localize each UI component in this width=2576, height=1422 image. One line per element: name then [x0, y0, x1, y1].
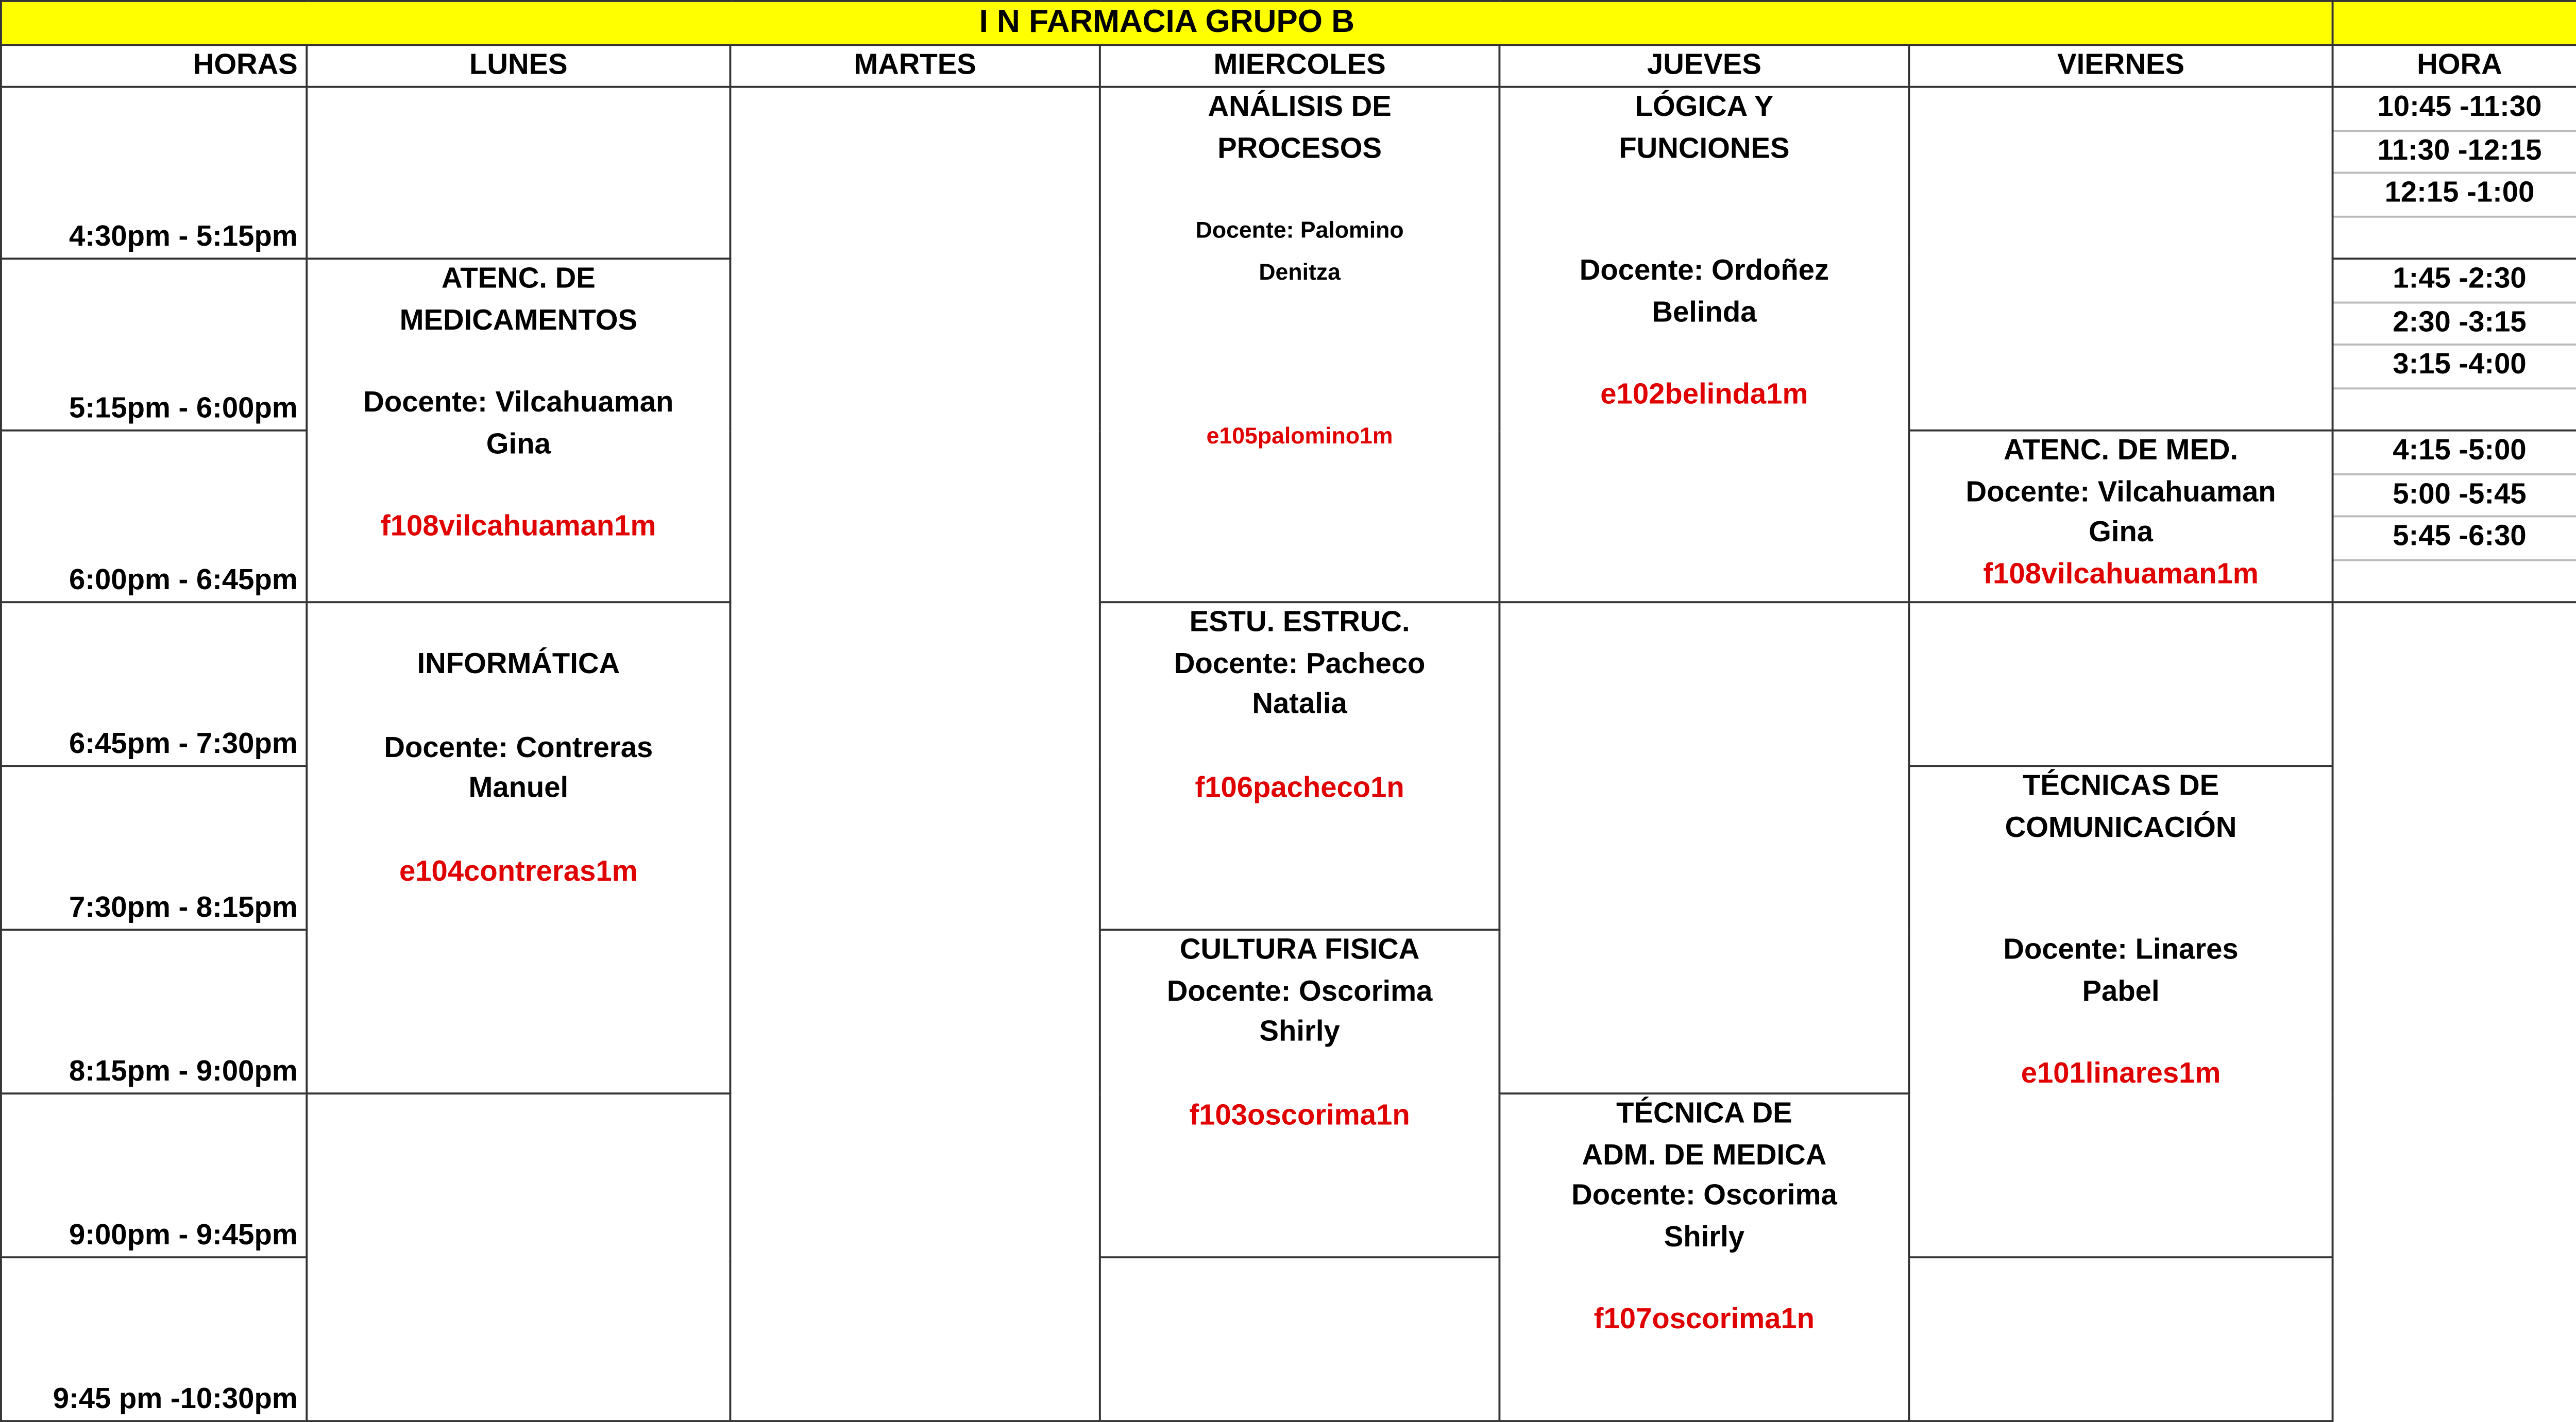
- class-cell-informatica: [307, 602, 730, 1093]
- teacher-name: Belinda: [1652, 297, 1757, 330]
- hora-slot: 5:45 -6:30: [2334, 517, 2576, 560]
- teacher-name: Natalia: [1252, 689, 1347, 722]
- teacher-name: Gina: [2089, 518, 2154, 550]
- hour-label: 6:00pm - 6:45pm: [1, 431, 307, 603]
- class-cell-tecnica-adm-medica: [1499, 1093, 1909, 1421]
- course-name: TÉCNICAS DE: [2022, 770, 2219, 803]
- teacher-name: Shirly: [1664, 1222, 1745, 1254]
- teacher-name: Manuel: [468, 773, 569, 806]
- course-name: ADM. DE MEDICA: [1582, 1139, 1827, 1172]
- teacher-name: Shirly: [1259, 1017, 1340, 1049]
- class-code: f108vilcahuaman1m: [1983, 558, 2259, 591]
- hora-slot: 10:45 -11:30: [2334, 88, 2576, 131]
- class-cell-logica: [1499, 87, 1909, 603]
- teacher-name: Docente: Oscorima: [1166, 975, 1433, 1008]
- teacher-name: Docente: Contreras: [384, 732, 653, 764]
- lunes-empty: [307, 1093, 730, 1421]
- lunes-empty: [307, 87, 730, 259]
- teacher-name: Docente: Vilcahuaman: [1965, 476, 2276, 509]
- class-code: e101linares1m: [2021, 1059, 2221, 1091]
- hora-slot: [2334, 560, 2576, 601]
- hour-label: 8:15pm - 9:00pm: [1, 930, 307, 1093]
- course-name: ANÁLISIS DE: [1208, 92, 1392, 124]
- hora-slot: [2334, 217, 2576, 258]
- class-cell-analisis: [1100, 87, 1500, 603]
- teacher-name: Docente: Palomino: [1195, 220, 1404, 244]
- hora-slot-group: [2333, 87, 2576, 259]
- teacher-name: Docente: Linares: [2003, 935, 2239, 967]
- title-spacer-hora: [2333, 1, 2576, 45]
- course-name: PROCESOS: [1217, 133, 1382, 165]
- viernes-empty: [1909, 602, 2332, 766]
- header-lunes: LUNES: [307, 45, 730, 87]
- course-name: TÉCNICA DE: [1616, 1098, 1792, 1130]
- class-cell-atenc-med: [1909, 431, 2332, 603]
- viernes-empty: [1909, 1257, 2332, 1421]
- miercoles-empty: [1100, 1257, 1500, 1421]
- teacher-name: Denitza: [1259, 261, 1341, 285]
- hour-label: 9:45 pm -10:30pm: [1, 1257, 307, 1421]
- class-cell-cultura-fisica: [1100, 930, 1500, 1257]
- teacher-name: Docente: Oscorima: [1571, 1180, 1837, 1213]
- class-code: f108vilcahuaman1m: [381, 512, 656, 544]
- hour-label: 6:45pm - 7:30pm: [1, 602, 307, 766]
- class-cell-estu-estruc: [1100, 602, 1500, 930]
- class-code: f106pacheco1n: [1195, 772, 1404, 804]
- teacher-name: Docente: Ordoñez: [1579, 256, 1829, 288]
- course-name: COMUNICACIÓN: [2005, 812, 2237, 844]
- hora-slot: 1:45 -2:30: [2334, 260, 2576, 302]
- hora-slot: 12:15 -1:00: [2334, 174, 2576, 216]
- teacher-name: Gina: [486, 429, 551, 461]
- course-name: LÓGICA Y: [1635, 92, 1774, 124]
- course-name: ESTU. ESTRUC.: [1189, 607, 1410, 639]
- teacher-name: Docente: Vilcahuaman: [363, 388, 674, 420]
- martes-column: [730, 87, 1099, 1421]
- header-martes: MARTES: [730, 45, 1099, 87]
- teacher-name: Pabel: [2082, 976, 2160, 1008]
- header-miercoles: MIERCOLES: [1100, 45, 1500, 87]
- class-cell-tecnicas-comunicacion: [1909, 766, 2332, 1257]
- hora-slot: 11:30 -12:15: [2334, 131, 2576, 174]
- class-code: e102belinda1m: [1600, 380, 1808, 413]
- class-code: e104contreras1m: [399, 856, 638, 888]
- class-cell-atenc-medicamentos: [307, 259, 730, 602]
- hora-slot: 5:00 -5:45: [2334, 474, 2576, 517]
- course-name: CULTURA FISICA: [1179, 934, 1420, 967]
- jueves-empty: [1499, 602, 1909, 1093]
- hora-slot-group: [2333, 431, 2576, 603]
- hora-slot: 4:15 -5:00: [2334, 432, 2576, 474]
- class-code: f103oscorima1n: [1189, 1100, 1410, 1132]
- teacher-name: Docente: Pacheco: [1174, 648, 1426, 680]
- aula-cell: [2333, 602, 2576, 1421]
- header-hora: HORA: [2333, 45, 2576, 87]
- header-horas: HORAS: [1, 45, 307, 87]
- hour-label: 5:15pm - 6:00pm: [1, 259, 307, 431]
- schedule-title: I N FARMACIA GRUPO B: [1, 1, 2333, 45]
- hour-label: 9:00pm - 9:45pm: [1, 1093, 307, 1257]
- header-jueves: JUEVES: [1499, 45, 1909, 87]
- course-name: MEDICAMENTOS: [399, 304, 638, 337]
- hora-slot: 2:30 -3:15: [2334, 303, 2576, 346]
- hora-slot: 3:15 -4:00: [2334, 346, 2576, 388]
- hora-slot: [2334, 388, 2576, 429]
- course-name: ATENC. DE MED.: [2004, 435, 2239, 468]
- room-number: [2334, 645, 2576, 687]
- course-name: INFORMÁTICA: [417, 649, 620, 681]
- course-name: FUNCIONES: [1619, 133, 1790, 165]
- hour-label: 4:30pm - 5:15pm: [1, 87, 307, 259]
- hora-slot-group: [2333, 259, 2576, 431]
- course-name: ATENC. DE: [441, 263, 596, 296]
- class-code: f107oscorima1n: [1594, 1305, 1815, 1337]
- class-code: e105palomino1m: [1206, 426, 1393, 451]
- hour-label: 7:30pm - 8:15pm: [1, 766, 307, 930]
- header-viernes: VIERNES: [1909, 45, 2332, 87]
- viernes-empty: [1909, 87, 2332, 431]
